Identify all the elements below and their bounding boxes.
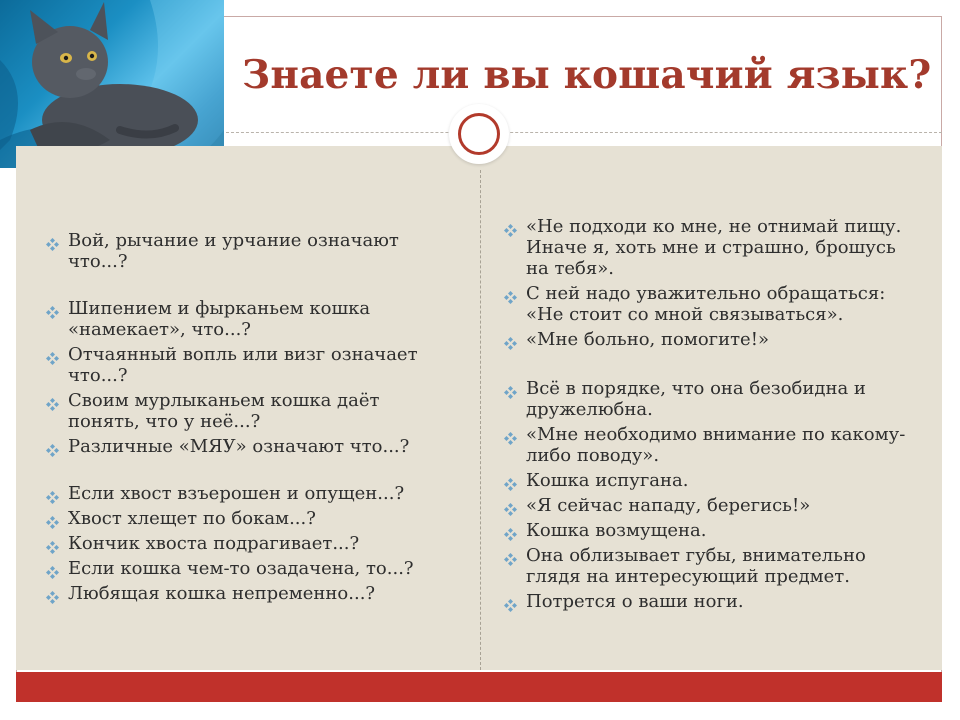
diamond-bullet-icon bbox=[504, 475, 517, 488]
diamond-bullet-icon bbox=[504, 334, 517, 347]
list-item bbox=[40, 583, 440, 604]
list-item-text: Шипением и фырканьем кошка «намекает», что...? bbox=[68, 298, 371, 340]
list-item-text: Различные «МЯУ» означают что...? bbox=[68, 436, 410, 457]
list-item-text: Вой, рычание и урчание означают что...? bbox=[68, 230, 399, 272]
list-item bbox=[40, 230, 440, 272]
diamond-bullet-icon bbox=[504, 525, 517, 538]
list-item-text: С ней надо уважительно обращаться: «Не стоит со мной связываться». bbox=[526, 283, 886, 325]
list-item-text: «Не подходи ко мне, не отнимай пищу. Иначе я, хоть мне и страшно, брошусь на тебя». bbox=[526, 216, 902, 279]
circle-ornament bbox=[449, 104, 509, 164]
list-item-text: Если кошка чем-то озадачена, то...? bbox=[68, 558, 414, 579]
list-item-text: Любящая кошка непременно...? bbox=[68, 583, 376, 604]
bottom-accent-bar bbox=[16, 672, 942, 702]
list-item bbox=[498, 495, 908, 516]
diamond-bullet-icon bbox=[46, 588, 59, 601]
list-item-text: Своим мурлыканьем кошка даёт понять, что у неё...? bbox=[68, 390, 380, 432]
diamond-bullet-icon bbox=[46, 538, 59, 551]
list-item-text: «Мне необходимо внимание по какому-либо поводу». bbox=[526, 424, 906, 466]
list-item bbox=[498, 520, 908, 541]
list-item bbox=[40, 483, 440, 504]
diamond-bullet-icon bbox=[46, 303, 59, 316]
list-item bbox=[498, 591, 908, 612]
title-divider-line bbox=[226, 132, 942, 133]
diamond-bullet-icon bbox=[504, 596, 517, 609]
list-item-text: «Я сейчас нападу, берегись!» bbox=[526, 495, 811, 516]
list-item bbox=[498, 283, 908, 325]
list-item-text: Она облизывает губы, внимательно глядя на интересующий предмет. bbox=[526, 545, 866, 587]
list-item bbox=[498, 378, 908, 420]
page-title: Знаете ли вы кошачий язык? bbox=[242, 52, 932, 98]
diamond-bullet-icon bbox=[46, 235, 59, 248]
diamond-bullet-icon bbox=[46, 488, 59, 501]
list-item bbox=[40, 298, 440, 340]
list-item-text: Потрется о ваши ноги. bbox=[526, 591, 744, 612]
diamond-bullet-icon bbox=[46, 563, 59, 576]
list-item-text: Если хвост взъерошен и опущен...? bbox=[68, 483, 405, 504]
diamond-bullet-icon bbox=[46, 349, 59, 362]
column-divider bbox=[480, 170, 481, 670]
list-item bbox=[40, 533, 440, 554]
list-item bbox=[40, 558, 440, 579]
list-item bbox=[498, 216, 908, 279]
list-item-text: Хвост хлещет по бокам...? bbox=[68, 508, 316, 529]
list-item bbox=[498, 329, 908, 350]
list-item bbox=[40, 508, 440, 529]
diamond-bullet-icon bbox=[504, 500, 517, 513]
diamond-bullet-icon bbox=[504, 383, 517, 396]
list-item-text: Кошка возмущена. bbox=[526, 520, 707, 541]
diamond-bullet-icon bbox=[504, 288, 517, 301]
list-item bbox=[40, 436, 440, 457]
list-item-text: Кончик хвоста подрагивает...? bbox=[68, 533, 360, 554]
ring-icon bbox=[458, 113, 500, 155]
diamond-bullet-icon bbox=[504, 429, 517, 442]
list-item bbox=[498, 545, 908, 587]
list-item-text: Отчаянный вопль или визг означает что...? bbox=[68, 344, 418, 386]
diamond-bullet-icon bbox=[46, 513, 59, 526]
list-item bbox=[40, 344, 440, 386]
questions-list bbox=[40, 230, 440, 604]
list-item bbox=[498, 424, 908, 466]
cat-photo bbox=[0, 0, 224, 168]
diamond-bullet-icon bbox=[46, 441, 59, 454]
list-item bbox=[498, 470, 908, 491]
list-item-text: Всё в порядке, что она безобидна и дружелюбна. bbox=[526, 378, 866, 420]
diamond-bullet-icon bbox=[46, 395, 59, 408]
list-item bbox=[40, 390, 440, 432]
answers-list bbox=[498, 216, 908, 612]
list-item-text: «Мне больно, помогите!» bbox=[526, 329, 769, 350]
diamond-bullet-icon bbox=[504, 221, 517, 234]
diamond-bullet-icon bbox=[504, 550, 517, 563]
list-item-text: Кошка испугана. bbox=[526, 470, 689, 491]
